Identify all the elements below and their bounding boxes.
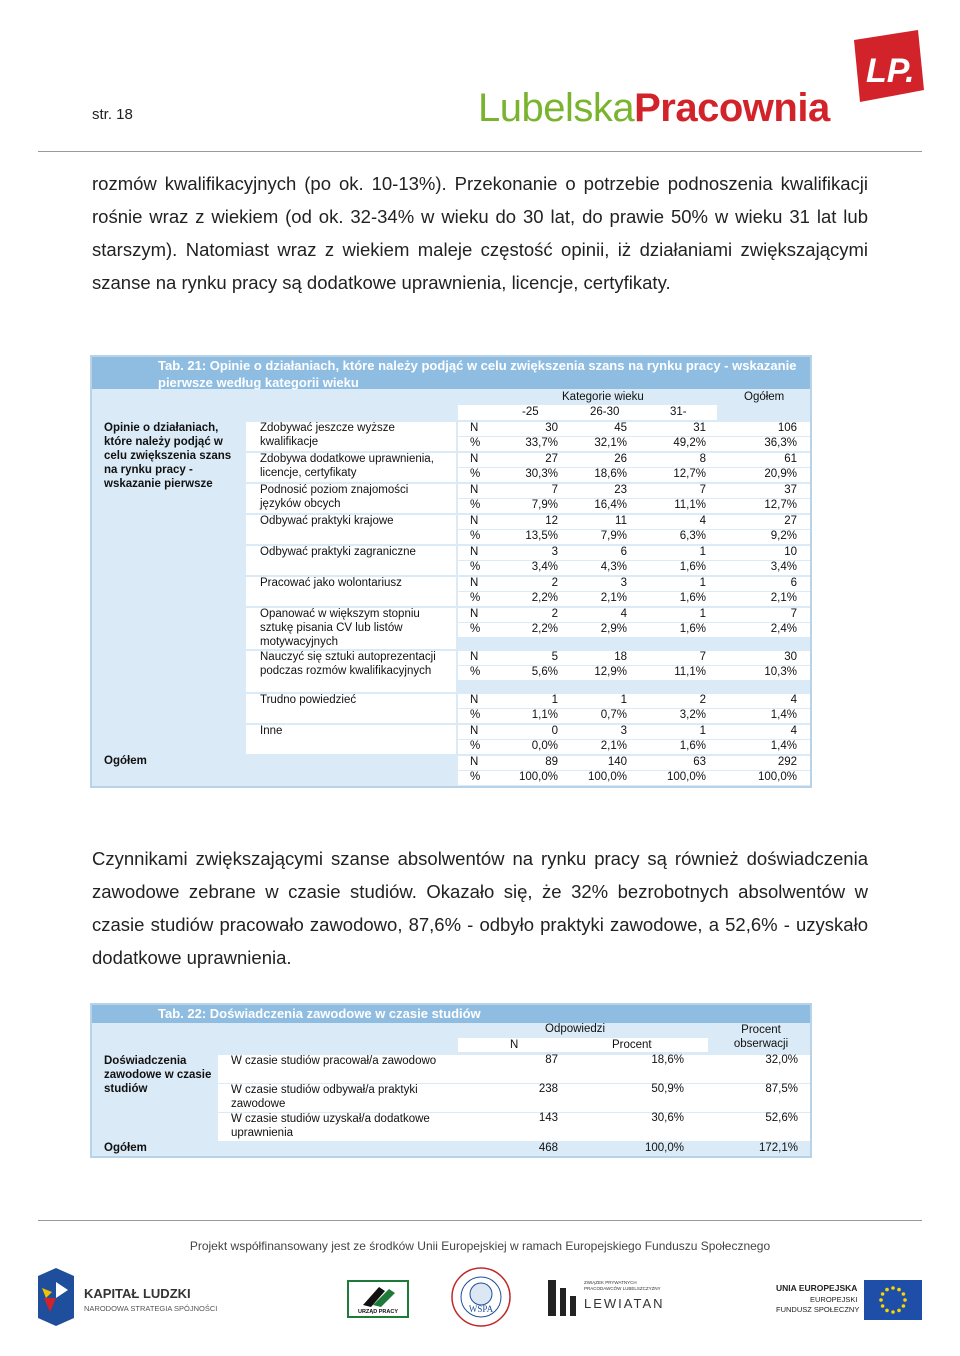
table-row-label: Odbywać praktyki zagraniczne	[260, 546, 416, 558]
table-cell-percent: 0,7%	[600, 709, 627, 721]
table-cell-n: 31	[693, 422, 706, 434]
table-cell-n: 3	[551, 546, 558, 558]
table-cell-n: 2	[699, 694, 706, 706]
table-cell-n: 26	[614, 453, 627, 465]
table-row-label: Opanować w większym stopniu sztukę pisania CV lub listów motywacyjnych	[260, 608, 420, 648]
n-label: N	[470, 756, 479, 768]
age-column-header: -25	[522, 406, 539, 418]
eu-star-icon	[903, 1298, 907, 1302]
table-cell-n: 7	[699, 484, 706, 496]
table-cell-percent: 18,6%	[594, 468, 627, 480]
table-cell-percent: 11,1%	[674, 666, 706, 678]
lewiatan-logo	[548, 1278, 666, 1318]
table-row-label: Odbywać praktyki krajowe	[260, 515, 394, 527]
table-cell-percent: 11,1%	[674, 499, 706, 511]
table-cell-percent: 6,3%	[679, 530, 706, 542]
table-cell-percent: 30,6%	[651, 1112, 684, 1124]
table-cell-n: 4	[699, 515, 706, 527]
n-label: N	[470, 484, 479, 496]
page-number: str. 18	[92, 106, 133, 123]
table-22-caption: Tab. 22: Doświadczenia zawodowe w czasie studiów	[158, 1006, 481, 1021]
table-cell-n: 3	[620, 577, 627, 589]
table-cell-n: 140	[607, 756, 627, 768]
table-cell-n: 1	[699, 725, 706, 737]
table-cell-percent: 7,9%	[531, 499, 558, 511]
lewiatan-title: LEWIATAN	[584, 1296, 665, 1311]
table-cell-percent: 3,4%	[531, 561, 558, 573]
kl-title: KAPITAŁ LUDZKI	[84, 1286, 191, 1301]
n-label: N	[470, 453, 479, 465]
table-cell-percent: 2,2%	[531, 592, 558, 604]
table-row-label: W czasie studiów uzyskał/a dodatkowe uprawnienia	[231, 1113, 430, 1139]
wspa-seal-icon	[450, 1266, 512, 1328]
age-column-header: 31-	[670, 406, 687, 418]
urzad-pracy-icon	[349, 1283, 407, 1309]
table-cell-n: 292	[777, 756, 797, 768]
table-cell-percent: 100,0%	[518, 771, 558, 783]
lewiatan-icon	[548, 1278, 578, 1318]
table-cell-n: 4	[790, 725, 797, 737]
table-cell-n: 4	[790, 694, 797, 706]
percent-label: %	[470, 623, 481, 635]
table-cell-percent: 32,1%	[594, 437, 627, 449]
eu-star-icon	[881, 1292, 885, 1296]
table-cell-percent: 7,9%	[600, 530, 627, 542]
table-cell-n: 7	[790, 608, 797, 620]
table-cell-percent: 0,0%	[531, 740, 558, 752]
table-cell-percent: 13,5%	[525, 530, 558, 542]
table-cell-n: 37	[784, 484, 797, 496]
table-cell-percent: 1,1%	[531, 709, 558, 721]
lubelska-pracownia-logo	[478, 30, 926, 130]
table-cell-n: 8	[699, 453, 706, 465]
eu-star-icon	[902, 1304, 906, 1308]
n-label: N	[470, 546, 479, 558]
badge-text: LP.	[866, 52, 915, 90]
table-cell-n: 2	[551, 608, 558, 620]
table-cell-percent: 10,3%	[764, 666, 797, 678]
logo-text-pracownia: Pracownia	[634, 86, 830, 130]
table-cell-percent: 2,2%	[531, 623, 558, 635]
n-label: N	[470, 422, 479, 434]
table-row-label: Inne	[260, 725, 283, 737]
table-cell-percent: 50,9%	[651, 1083, 684, 1095]
table-cell-percent: 2,9%	[600, 623, 627, 635]
table-cell-n: 30	[784, 651, 797, 663]
eu-star-icon	[897, 1288, 901, 1292]
percent-label: %	[470, 740, 481, 752]
table-cell-percent: 1,6%	[679, 561, 706, 573]
age-column-header: 26-30	[590, 406, 620, 418]
table-cell-percent: 30,3%	[525, 468, 558, 480]
percent-label: %	[470, 592, 481, 604]
table-cell-n: 2	[551, 577, 558, 589]
table-row-label: Podnosić poziom znajomości języków obcych	[260, 484, 409, 510]
table-cell-n: 10	[784, 546, 797, 558]
table-cell-percent: 1,6%	[679, 592, 706, 604]
ue-subtitle-1: EUROPEJSKI	[810, 1295, 858, 1304]
header-divider	[38, 151, 922, 152]
table-cell-percent: 5,6%	[531, 666, 558, 678]
table-cell-percent: 3,2%	[679, 709, 706, 721]
table-cell-n: 5	[551, 651, 558, 663]
eu-star-icon	[891, 1310, 895, 1314]
table-cell-n: 3	[620, 725, 627, 737]
table-cell-n: 30	[545, 422, 558, 434]
table-row-label: Nauczyć się sztuki autoprezentacji podczas rozmów kwalifikacyjnych	[260, 651, 436, 677]
table-cell-n: 6	[620, 546, 627, 558]
table-cell-percent: 12,9%	[594, 666, 627, 678]
eu-star-icon	[891, 1286, 895, 1290]
table-row-label: W czasie studiów odbywał/a praktyki zawodowe	[231, 1084, 418, 1110]
table-cell-percent: 20,9%	[764, 468, 797, 480]
table-cell-percent: 2,1%	[600, 592, 627, 604]
table-cell-n: 1	[699, 577, 706, 589]
percent-label: %	[470, 666, 481, 678]
n-label: N	[470, 577, 479, 589]
table-cell-percent: 3,4%	[770, 561, 797, 573]
eu-star-icon	[902, 1292, 906, 1296]
n-label: N	[470, 608, 479, 620]
total-column-header: Ogółem	[744, 391, 785, 403]
table-cell-n: 11	[615, 515, 627, 527]
table-cell-percent: 16,4%	[594, 499, 627, 511]
n-label: N	[470, 651, 479, 663]
urzad-pracy-text: URZĄD PRACY	[357, 1309, 399, 1315]
table-cell-n: 238	[538, 1083, 558, 1095]
percent-label: %	[470, 561, 481, 573]
table-row-label: Trudno powiedzieć	[260, 694, 357, 706]
percent-label: %	[470, 530, 481, 542]
lewiatan-subtitle: ZWIĄZEK PRYWATNYCH PRACODAWCÓW LUBELSZCZYZNY	[584, 1280, 661, 1291]
ue-subtitle-2: FUNDUSZ SPOŁECZNY	[776, 1305, 860, 1314]
table-21-caption: Tab. 21: Opinie o działaniach, które należy podjąć w celu zwiększenia szans na rynku pracy - wskazanie pierwsze według kategorii wieku	[158, 358, 797, 390]
total-cell-n: 468	[538, 1142, 558, 1154]
unia-europejska-logo	[776, 1280, 924, 1320]
table-cell-n: 27	[784, 515, 797, 527]
eu-star-icon	[881, 1304, 885, 1308]
header-white	[458, 1038, 708, 1052]
percent-label: %	[470, 468, 481, 480]
table-row-label: Pracować jako wolontariusz	[260, 577, 402, 589]
table-row-label: Zdobywa dodatkowe uprawnienia, licencje, certyfikaty	[260, 453, 434, 479]
eu-star-icon	[885, 1288, 889, 1292]
table-cell-percent: 1,6%	[679, 623, 706, 635]
table-cell-percent: 18,6%	[651, 1054, 684, 1066]
eu-star-icon	[885, 1309, 889, 1313]
table-cell-percent: 12,7%	[673, 468, 706, 480]
table-cell-percent: 2,1%	[600, 740, 627, 752]
table-cell-percent: 2,1%	[770, 592, 797, 604]
n-label: N	[470, 694, 479, 706]
kl-subtitle: NARODOWA STRATEGIA SPÓJNOŚCI	[84, 1304, 218, 1313]
table-cell-percent: 36,3%	[764, 437, 797, 449]
table-cell-percent: 1,6%	[679, 740, 706, 752]
percent-label: %	[470, 771, 481, 783]
table-cell-n: 1	[699, 546, 706, 558]
eu-star-icon	[897, 1309, 901, 1313]
table-cell-percent: 100,0%	[757, 771, 797, 783]
total-row-label: Ogółem	[104, 1142, 147, 1154]
table-cell-n: 18	[614, 651, 627, 663]
body-paragraph-2: Czynnikami zwiększającymi szanse absolwentów na rynku pracy są również doświadczenia zawodowe zebrane w czasie studiów. Okazało się, że 32% bezrobotnych absolwentów w czasie studiów pracowało zawodowo, 87,6% - odbyło praktyki zawodowe, a 52,6% - uzyskało dodatkowe uprawnienia.	[92, 848, 868, 968]
table-cell-percent: 9,2%	[770, 530, 797, 542]
total-row-label: Ogółem	[104, 755, 147, 767]
footer-funding-text: Projekt współfinansowany jest ze środków Unii Europejskiej w ramach Europejskiego Funduszu Społecznego	[189, 1239, 771, 1253]
table-cell-n: 143	[538, 1112, 558, 1124]
age-group-header: Kategorie wieku	[562, 391, 644, 403]
n-label: N	[470, 725, 479, 737]
table-cell-n: 106	[777, 422, 797, 434]
total-cell-percent: 100,0%	[644, 1142, 684, 1154]
table-cell-n: 1	[699, 608, 706, 620]
table-cell-n: 4	[620, 608, 627, 620]
table-cell-n: 7	[699, 651, 706, 663]
table-cell-n: 89	[545, 756, 558, 768]
n-column-header: N	[510, 1039, 519, 1051]
table-cell-n: 12	[545, 515, 558, 527]
table-cell-n: 23	[614, 484, 627, 496]
table-cell-n: 27	[545, 453, 558, 465]
total-cell-observation: 172,1%	[758, 1142, 798, 1154]
table-cell-percent: 1,4%	[770, 709, 797, 721]
table-cell-percent: 2,4%	[770, 623, 797, 635]
table-cell-observation: 32,0%	[765, 1054, 798, 1066]
wspa-logo	[450, 1266, 512, 1328]
lp-badge-icon	[846, 30, 924, 108]
table-cell-observation: 87,5%	[765, 1083, 798, 1095]
table-cell-n: 45	[614, 422, 627, 434]
percent-label: %	[470, 437, 481, 449]
row-group-header: Opinie o działaniach, które należy podjąć w celu zwiększenia szans na rynku pracy - wskazanie pierwsze	[104, 422, 232, 490]
table-cell-percent: 33,7%	[525, 437, 558, 449]
table-cell-percent: 49,2%	[673, 437, 706, 449]
table-cell-n: 61	[784, 453, 797, 465]
table-cell-n: 1	[620, 694, 627, 706]
table-row-label: Zdobywać jeszcze wyższe kwalifikacje	[260, 422, 395, 448]
body-paragraph-1: rozmów kwalifikacyjnych (po ok. 10-13%). Przekonanie o potrzebie podnoszenia kwalifikacji rośnie wraz z wiekiem (od ok. 32-34% w wieku do 30 lat, do prawie 50% w wieku 31 lat lub starszym). Natomiast wraz z wiekiem maleje częstość opinii, iż działaniami zwiększającymi szanse na rynku pracy są dodatkowe uprawnienia, licencje, certyfikaty.	[92, 173, 868, 293]
table-cell-percent: 12,7%	[764, 499, 797, 511]
logo-text-lubelska: Lubelska	[478, 86, 635, 130]
percent-label: %	[470, 709, 481, 721]
row-group-header: Doświadczenia zawodowe w czasie studiów	[104, 1055, 212, 1095]
table-cell-percent: 4,3%	[600, 561, 627, 573]
table-cell-observation: 52,6%	[765, 1112, 798, 1124]
table-cell-n: 7	[551, 484, 558, 496]
table-cell-n: 1	[551, 694, 558, 706]
table-cell-n: 87	[545, 1054, 558, 1066]
table-cell-n: 6	[790, 577, 797, 589]
table-cell-n: 63	[693, 756, 706, 768]
percent-column-header: Procent	[612, 1039, 652, 1051]
kapital-ludzki-icon	[38, 1268, 74, 1326]
table-cell-percent: 1,4%	[770, 740, 797, 752]
table-cell-percent: 100,0%	[666, 771, 706, 783]
table-row-label: W czasie studiów pracował/a zawodowo	[231, 1055, 437, 1067]
eu-star-icon	[879, 1298, 883, 1302]
table-cell-percent: 100,0%	[587, 771, 627, 783]
n-label: N	[470, 515, 479, 527]
kapital-ludzki-logo	[38, 1268, 218, 1328]
table-cell-n: 0	[551, 725, 558, 737]
wspa-text: WSPA	[468, 1304, 494, 1314]
urzad-pracy-logo	[347, 1280, 409, 1318]
observation-percent-header: Procent obserwacji	[733, 1024, 789, 1050]
answers-group-header: Odpowiedzi	[545, 1023, 606, 1035]
eu-flag-icon	[864, 1280, 922, 1320]
ue-title: UNIA EUROPEJSKA	[776, 1283, 858, 1293]
percent-label: %	[470, 499, 481, 511]
footer-divider	[38, 1220, 922, 1221]
